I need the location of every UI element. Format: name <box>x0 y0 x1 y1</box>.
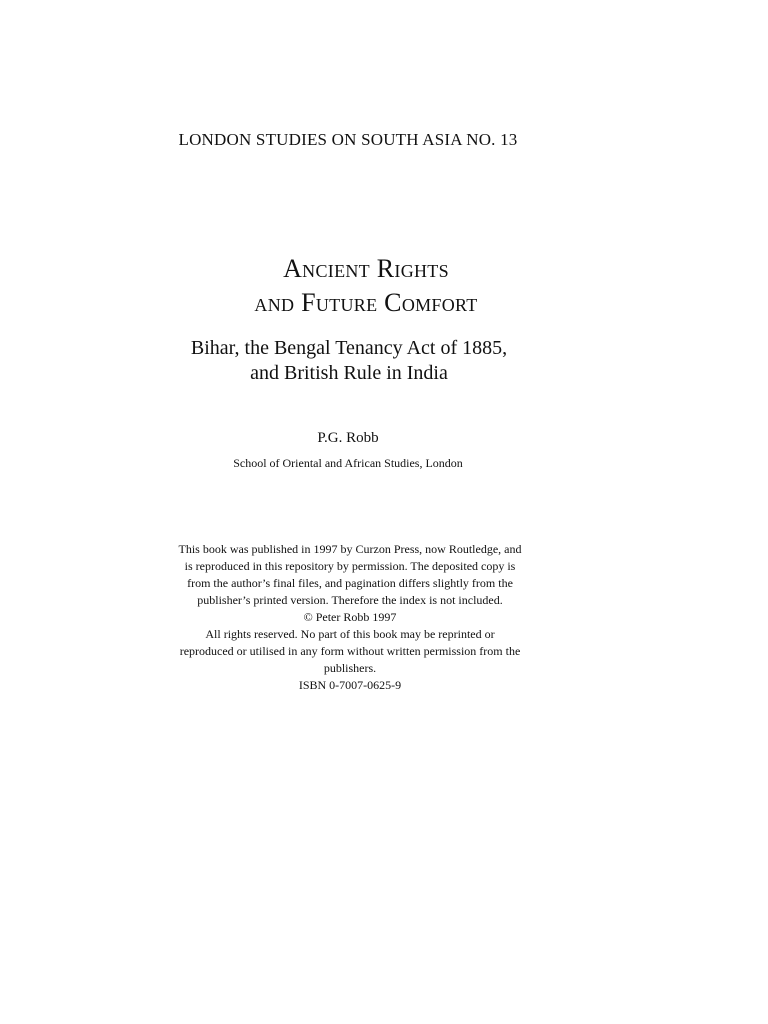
book-title-line-1: Ancient Rights <box>283 254 449 283</box>
copyright-notice <box>160 541 540 694</box>
notice-line: reproduced or utilised in any form without written permission from the <box>179 644 521 658</box>
book-subtitle <box>0 336 698 386</box>
notice-line: from the author’s final files, and pagination differs slightly from the <box>187 576 513 590</box>
notice-line: publisher’s printed version. Therefore the index is not included. <box>197 593 503 607</box>
book-subtitle-line-1: Bihar, the Bengal Tenancy Act of 1885, <box>190 337 508 359</box>
book-subtitle-line-2: and British Rule in India <box>250 362 448 384</box>
author-name: P.G. Robb <box>317 430 379 446</box>
notice-line: All rights reserved. No part of this book may be reprinted or <box>205 627 495 641</box>
notice-line: is reproduced in this repository by permission. The deposited copy is <box>184 559 516 573</box>
notice-line: This book was published in 1997 by Curzon Press, now Routledge, and <box>178 542 522 556</box>
book-title-line-2: and Future Comfort <box>254 288 478 317</box>
series-heading: LONDON STUDIES ON SOUTH ASIA NO. 13 <box>178 130 518 149</box>
copyright-line: © Peter Robb 1997 <box>303 610 397 624</box>
notice-line: publishers. <box>323 661 377 675</box>
author-affiliation: School of Oriental and African Studies, London <box>233 456 463 470</box>
book-title <box>0 252 732 320</box>
isbn-line: ISBN 0-7007-0625-9 <box>298 678 402 692</box>
